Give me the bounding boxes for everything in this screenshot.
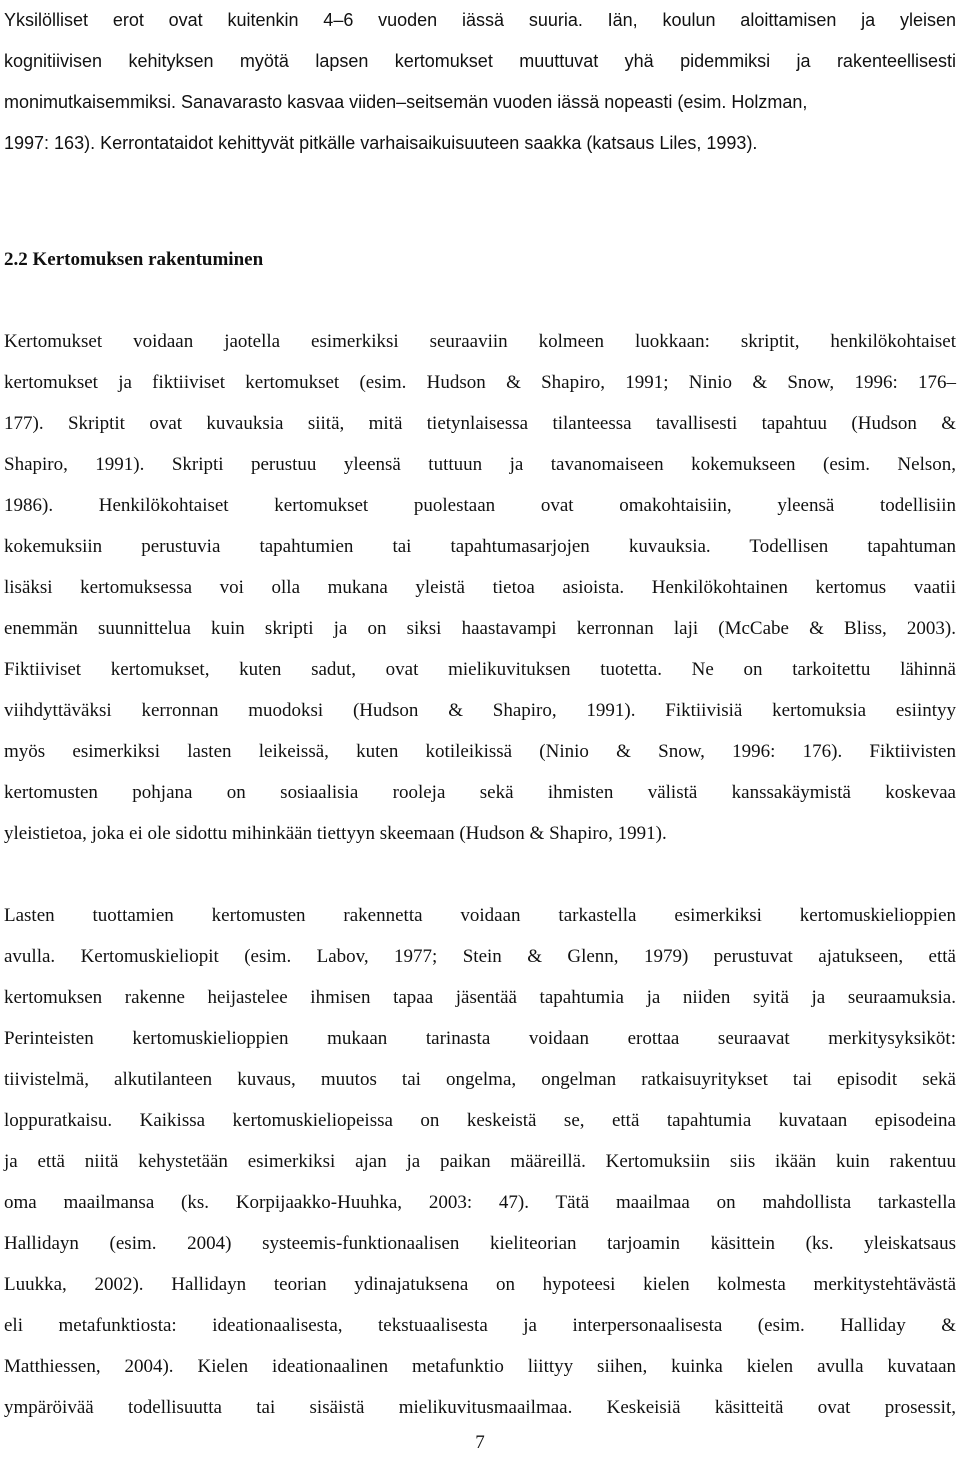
text-line: monimutkaisemmiksi. Sanavarasto kasvaa viiden–seitsemän vuoden iässä nopeasti (esim. Holzman,: [4, 92, 808, 112]
body-paragraph: [4, 895, 956, 1428]
text-line: kognitiivisen kehityksen myötä lapsen kertomukset muuttuvat yhä pidemmiksi ja rakenteellisesti: [4, 51, 956, 71]
text-line: Perinteisten kertomuskielioppien mukaan tarinasta voidaan erottaa seuraavat merkitysyksiköt:: [4, 1028, 956, 1049]
text-line: yleistietoa, joka ei ole sidottu mihinkään tiettyyn skeemaan (Hudson & Shapiro, 1991).: [4, 823, 667, 844]
text-line: kertomuksen rakenne heijastelee ihmisen tapaa jäsentää tapahtumia ja niiden syitä ja seuraamuksia.: [4, 987, 956, 1008]
text-line: Yksilölliset erot ovat kuitenkin 4–6 vuoden iässä suuria. Iän, koulun aloittamisen ja yleisen: [4, 10, 956, 30]
text-line: kertomusten pohjana on sosiaalisia rooleja sekä ihmisten välistä kanssakäymistä koskevaa: [4, 782, 956, 803]
text-line: viihdyttäväksi kerronnan muodoksi (Hudson & Shapiro, 1991). Fiktiivisiä kertomuksia esiintyy: [4, 700, 956, 721]
text-line: kertomukset ja fiktiiviset kertomukset (esim. Hudson & Shapiro, 1991; Ninio & Snow, 1996: 176–: [4, 372, 956, 393]
text-line: 1997: 163). Kerrontataidot kehittyvät pitkälle varhaisaikuisuuteen saakka (katsaus Liles, 1993).: [4, 133, 758, 153]
text-line: 177). Skriptit ovat kuvauksia siitä, mitä tietynlaisessa tilanteessa tavallisesti tapahtuu (Hudson &: [4, 413, 956, 434]
text-line: ja että niitä kehystetään esimerkiksi ajan ja paikan määreillä. Kertomuksiin siis ikään kuin rakentuu: [4, 1151, 956, 1172]
text-line: ympäröivää todellisuutta tai sisäistä mielikuvitusmaailmaa. Keskeisiä käsitteitä ovat prosessit,: [4, 1397, 956, 1418]
text-line: Kertomukset voidaan jaotella esimerkiksi seuraaviin kolmeen luokkaan: skriptit, henkilökohtaiset: [4, 331, 956, 352]
text-line: loppuratkaisu. Kaikissa kertomuskieliopeissa on keskeistä se, että tapahtumia kuvataan episodeina: [4, 1110, 956, 1131]
section-heading: 2.2 Kertomuksen rakentuminen: [4, 249, 264, 270]
text-line: Hallidayn (esim. 2004) systeemis-funktionaalisen kieliteorian tarjoamin käsittein (ks. yleiskatsaus: [4, 1233, 956, 1254]
text-line: tiivistelmä, alkutilanteen kuvaus, muutos tai ongelma, ongelman ratkaisuyritykset tai episodit sekä: [4, 1069, 956, 1090]
text-line: enemmän suunnittelua kuin skripti ja on siksi haastavampi kerronnan laji (McCabe & Bliss, 2003).: [4, 618, 956, 639]
text-line: eli metafunktiosta: ideationaalisesta, tekstuaalisesta ja interpersonaalisesta (esim. Halliday &: [4, 1315, 956, 1336]
text-line: kokemuksiin perustuvia tapahtumien tai tapahtumasarjojen kuvauksia. Todellisen tapahtuman: [4, 536, 956, 557]
text-line: Shapiro, 1991). Skripti perustuu yleensä tuttuun ja tavanomaiseen kokemukseen (esim. Nelson,: [4, 454, 956, 475]
text-line: Luukka, 2002). Hallidayn teorian ydinajatuksena on hypoteesi kielen kolmesta merkitystehtävästä: [4, 1274, 956, 1295]
text-line: myös esimerkiksi lasten leikeissä, kuten kotileikissä (Ninio & Snow, 1996: 176). Fiktiivisten: [4, 741, 956, 762]
text-line: lisäksi kertomuksessa voi olla mukana yleistä tietoa asioista. Henkilökohtainen kertomus vaatii: [4, 577, 956, 598]
body-paragraph: [4, 321, 956, 854]
text-line: oma maailmansa (ks. Korpijaakko-Huuhka, 2003: 47). Tätä maailmaa on mahdollista tarkastella: [4, 1192, 956, 1213]
text-line: 1986). Henkilökohtaiset kertomukset puolestaan ovat omakohtaisiin, yleensä todellisiin: [4, 495, 956, 516]
text-line: Matthiessen, 2004). Kielen ideationaalinen metafunktio liittyy siihen, kuinka kielen avulla kuvataan: [4, 1356, 956, 1377]
text-line: Lasten tuottamien kertomusten rakennetta voidaan tarkastella esimerkiksi kertomuskielioppien: [4, 905, 956, 926]
intro-paragraph: [4, 0, 956, 164]
page-number: 7: [475, 1432, 485, 1453]
text-line: avulla. Kertomuskieliopit (esim. Labov, 1977; Stein & Glenn, 1979) perustuvat ajatukseen, että: [4, 946, 956, 967]
text-line: Fiktiiviset kertomukset, kuten sadut, ovat mielikuvituksen tuotetta. Ne on tarkoitettu lähinnä: [4, 659, 956, 680]
